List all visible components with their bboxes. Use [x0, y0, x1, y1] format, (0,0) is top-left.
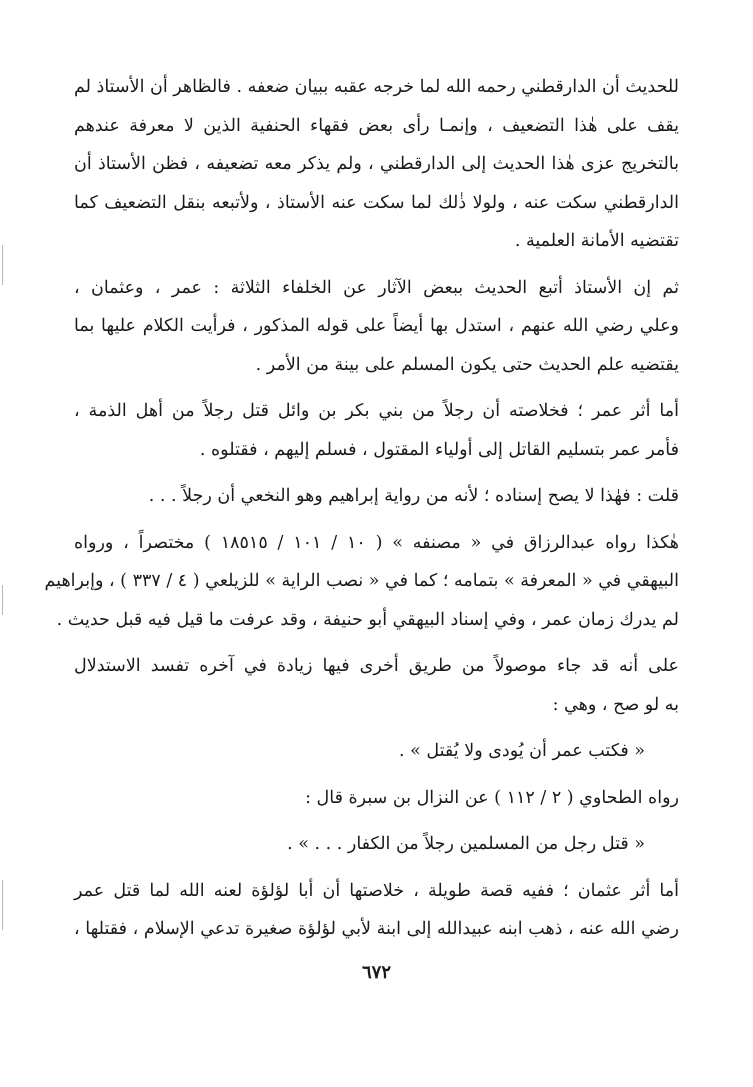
text-line: فأمر عمر بتسليم القاتل إلى أولياء المقتول ، فسلم إليهم ، فقتلوه .: [199, 439, 679, 460]
text-line: « فكتب عمر أن يُودى ولا يُقتل » .: [399, 741, 645, 761]
paragraph: [44, 524, 679, 640]
text-line: ثم إن الأستاذ أتبع الحديث ببعض الآثار عن الخلفاء الثلاثة : عمر ، وعثمان ،: [74, 277, 679, 298]
text-line: لم يدرك زمان عمر ، وفي إسناد البيهقي أبو حنيفة ، وقد عرفت ما قيل فيه قبل حديث .: [56, 609, 679, 630]
text-line: به لو صح ، وهي :: [552, 694, 679, 715]
scan-edge-mark: [2, 880, 3, 930]
paragraph: [74, 68, 679, 261]
text-line: رضي الله عنه ، ذهب ابنه عبيدالله إلى ابنة لأبي لؤلؤة صغيرة تدعي الإسلام ، فقتلها ،: [74, 919, 679, 939]
text-line: رواه الطحاوي ( ٢ / ١١٢ ) عن النزال بن سبرة قال :: [305, 787, 679, 808]
text-line: « قتل رجل من المسلمين رجلاً من الكفار . . . » .: [287, 834, 645, 854]
text-line: أما أثر عمر ؛ فخلاصته أن رجلاً من بني بكر بن وائل قتل رجلاً من أهل الذمة ،: [74, 401, 679, 421]
text-line: بالتخريج عزى هٰذا الحديث إلى الدارقطني ، ولم يذكر معه تضعيفه ، فظن الأستاذ أن: [74, 154, 679, 174]
paragraph: [74, 647, 679, 724]
text-line: على أنه قد جاء موصولاً من طريق أخرى فيها زيادة في آخره تفسد الاستدلال: [74, 656, 679, 676]
paragraph: [74, 779, 679, 818]
text-line: يقف على هٰذا التضعيف ، وإنمـا رأى بعض فقهاء الحنفية الذين لا معرفة عندهم: [74, 115, 679, 136]
paragraph: [74, 477, 679, 516]
paragraph: [74, 392, 679, 469]
text-line: وعلي رضي الله عنهم ، استدل بها أيضاً على قوله المذكور ، فرأيت الكلام عليها بما: [74, 316, 679, 336]
quotation: [74, 825, 679, 864]
text-line: قلت : فهٰذا لا يصح إسناده ؛ لأنه من رواية إبراهيم وهو النخعي أن رجلاً . . .: [148, 486, 679, 506]
scan-edge-mark: [2, 585, 3, 615]
text-line: للحديث أن الدارقطني رحمه الله لما خرجه عقبه ببيان ضعفه . فالظاهر أن الأستاذ لم: [73, 77, 679, 97]
text-line: أما أثر عثمان ؛ ففيه قصة طويلة ، خلاصتها أن أبا لؤلؤة لعنه الله لما قتل عمر: [74, 880, 679, 901]
text-line: هٰكذا رواه عبدالرزاق في « مصنفه » ( ١٠ / ١٠١ / ١٨٥١٥ ) مختصراً ، ورواه: [74, 532, 679, 553]
paragraph: [74, 872, 679, 949]
body-text: [44, 68, 679, 957]
text-line: الدارقطني سكت عنه ، ولولا ذٰلك لما سكت عنه الأستاذ ، ولأتبعه بنقل التضعيف كما: [74, 192, 679, 213]
page-number: ٦٧٢: [361, 962, 391, 983]
scan-edge-mark: [2, 245, 3, 285]
paragraph: [74, 269, 679, 385]
text-line: تقتضيه الأمانة العلمية .: [514, 231, 679, 251]
text-line: البيهقي في « المعرفة » بتمامه ؛ كما في « نصب الراية » للزيلعي ( ٤ / ٣٣٧ ) ، وإبراهيم: [44, 571, 679, 591]
quotation: [74, 732, 679, 771]
text-line: يقتضيه علم الحديث حتى يكون المسلم على بينة من الأمر .: [255, 354, 679, 375]
